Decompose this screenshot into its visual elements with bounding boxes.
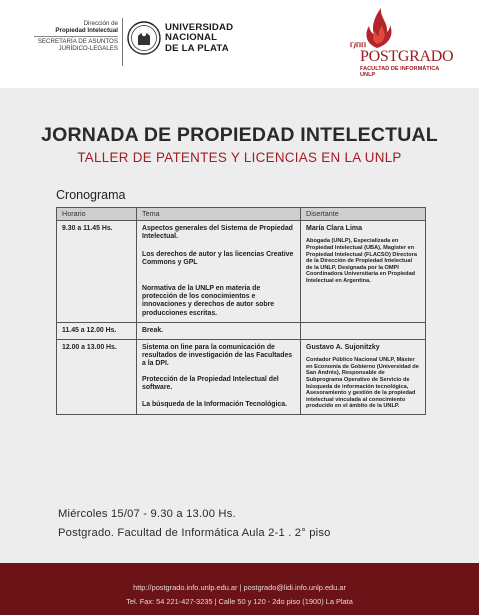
row3-tema-item: Protección de la Propiedad Intelectual del software. xyxy=(142,375,279,391)
dpi-logo-text xyxy=(14,20,118,53)
header-divider xyxy=(122,18,123,66)
postgrado-sub1: FACULTAD DE INFORMÁTICA xyxy=(360,66,440,72)
row3-disertante xyxy=(301,340,426,415)
page-subtitle: TALLER DE PATENTES Y LICENCIAS EN LA UNLP xyxy=(77,150,402,165)
row3-tema-item: Sistema on line para la comunicación de resultados de investigación de las Facultades a la DPI. xyxy=(142,344,293,368)
table-row xyxy=(57,221,426,323)
row1-tema xyxy=(137,221,301,323)
header xyxy=(0,0,479,88)
event-place: Postgrado. Facultad de Informática Aula 2-1 . 2° piso xyxy=(58,527,331,539)
row2-horario: 11.45 a 12.00 Hs. xyxy=(57,322,137,339)
dpi-line2: Propiedad Intelectual xyxy=(55,27,118,35)
row1-disertante xyxy=(301,221,426,323)
dpi-divider xyxy=(34,36,118,37)
row3-tema-item: La búsqueda de la Información Tecnológica. xyxy=(142,401,287,409)
row1-tema-item: Los derechos de autor y las licencias Creative Commons y GPL xyxy=(142,250,294,266)
event-date: Miércoles 15/07 - 9.30 a 13.00 Hs. xyxy=(58,508,236,520)
row2-disertante xyxy=(301,322,426,339)
unlp-line3: DE LA PLATA xyxy=(165,42,229,54)
row3-tema xyxy=(137,340,301,415)
unlp-seal-icon xyxy=(127,21,161,55)
row3-horario: 12.00 a 13.00 Hs. xyxy=(57,340,137,415)
dpi-line1: Dirección de xyxy=(83,20,118,27)
dpi-line4: JURÍDICO-LEGALES xyxy=(58,45,118,53)
speaker-name: María Clara Lima xyxy=(306,225,363,233)
section-heading: Cronograma xyxy=(56,188,126,202)
postgrado-small-mark: ℾⅉℿℿ xyxy=(350,43,367,49)
footer-contact-address: Tel. Fax: 54 221-427-3235 | Calle 50 y 120 - 2do piso (1900) La Plata xyxy=(126,597,353,606)
table-row xyxy=(57,340,426,415)
row1-horario: 9.30 a 11.45 Hs. xyxy=(57,221,137,323)
speaker-bio: Abogada (UNLP), Especializada en Propiedad Intelectual (UBA), Magister en Propiedad Intelectual (FLACSO) Directora de la Dirección de Propiedad Intelectual de la UNLP, Designada por la OMPI Coordinadora Universitaria en Propiedad Intelectual en Argentina. xyxy=(306,238,417,284)
speaker-name: Gustavo A. Sujonitzky xyxy=(306,344,380,352)
unlp-logo-text xyxy=(165,23,233,54)
unlp-line1: UNIVERSIDAD xyxy=(165,22,234,33)
header-tema: Tema xyxy=(137,208,301,221)
postgrado-subtitle xyxy=(360,66,439,79)
speaker-bio: Contador Público Nacional UNLP, Máster en Economía de Gobierno (Universidad de San Andrés), Responsable de Subprograma Operativo de Servicio de búsqueda de información tecnológica, Asesoramiento y gestión de la propiedad intelectual vinculada al conocimiento producido en el ámbito de la UNLP. xyxy=(306,357,419,410)
schedule-table xyxy=(56,207,426,415)
table-header-row xyxy=(57,208,426,221)
table-row xyxy=(57,322,426,339)
header-horario: Horario xyxy=(57,208,137,221)
postgrado-title: POSTGRADO xyxy=(360,48,454,65)
dpi-line3: SECRETARÍA DE ASUNTOS xyxy=(37,37,118,45)
header-disertante: Disertante xyxy=(301,208,426,221)
row1-tema-item: Aspectos generales del Sistema de Propiedad Intelectual. xyxy=(142,225,293,241)
postgrado-sub2: UNLP xyxy=(360,72,376,79)
unlp-line2: NACIONAL xyxy=(165,32,218,44)
page-title: JORNADA DE PROPIEDAD INTELECTUAL xyxy=(41,124,438,146)
postgrado-logo xyxy=(346,2,456,82)
footer-contact-web: http://postgrado.info.unlp.edu.ar | postgrado@lidi.info.unlp.edu.ar xyxy=(133,583,346,592)
row1-tema-item: Normativa de la UNLP en materia de protección de los conocimientos e innovaciones y derechos de autor sobre producciones escritas. xyxy=(142,285,275,317)
row2-tema: Break. xyxy=(137,322,301,339)
